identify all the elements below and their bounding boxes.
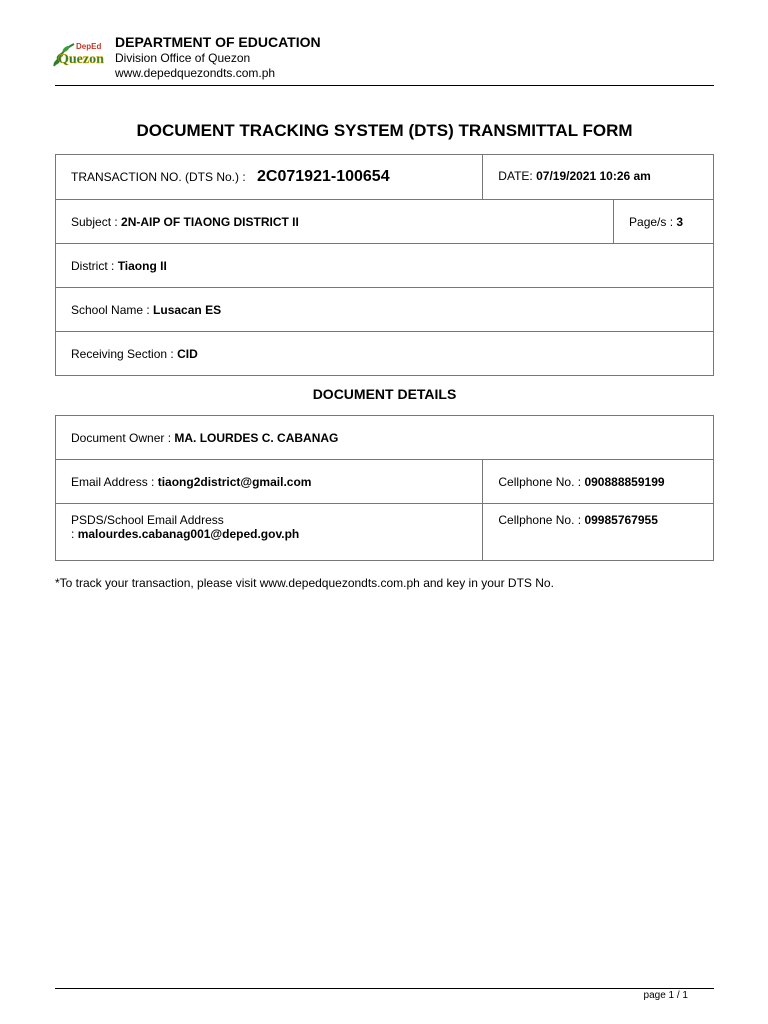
cellphone-label-1: Cellphone No. : (498, 474, 582, 489)
receiving-label: Receiving Section : (71, 346, 174, 361)
cellphone-label-2: Cellphone No. : (498, 513, 582, 527)
psds-email-prefix: : (71, 527, 75, 541)
footer-divider (55, 988, 714, 989)
website-url: www.depedquezondts.com.ph (115, 66, 276, 80)
dts-cell (56, 155, 483, 200)
pages-label: Page/s : (629, 214, 674, 229)
date-cell (483, 155, 714, 200)
division-name: Division Office of Quezon (115, 51, 251, 65)
owner-cell (56, 416, 714, 460)
page-number: page 1 / 1 (643, 990, 688, 1001)
tracking-note: *To track your transaction, please visit www.depedquezondts.com.ph and key in your DTS No. (55, 576, 554, 590)
email-value: tiaong2district@gmail.com (157, 474, 312, 489)
subject-value: 2N-AIP OF TIAONG DISTRICT II (121, 214, 299, 229)
owner-value: MA. LOURDES C. CABANAG (174, 430, 339, 445)
pages-value: 3 (676, 214, 684, 229)
subject-cell (56, 200, 614, 244)
psds-email-label: PSDS/School Email Address (71, 513, 224, 527)
organization-header (115, 34, 321, 81)
deped-quezon-logo (52, 36, 110, 70)
dts-number: 2C071921-100654 (257, 168, 390, 185)
school-cell (56, 288, 714, 332)
subject-label: Subject : (71, 214, 118, 229)
transaction-table (55, 154, 714, 376)
receiving-section-cell (56, 332, 714, 376)
cellphone-cell-2 (483, 504, 714, 561)
psds-email-cell (56, 504, 483, 561)
email-label: Email Address : (71, 474, 155, 489)
cellphone-value-2: 09985767955 (584, 513, 658, 527)
school-label: School Name : (71, 302, 150, 317)
cellphone-value-1: 090888859199 (584, 474, 665, 489)
svg-text:Quezon: Quezon (58, 52, 104, 67)
school-value: Lusacan ES (153, 302, 222, 317)
cellphone-cell-1 (483, 460, 714, 504)
document-details-table (55, 415, 714, 561)
header-divider (55, 85, 714, 86)
department-name: DEPARTMENT OF EDUCATION (115, 34, 321, 50)
email-cell (56, 460, 483, 504)
district-label: District : (71, 258, 115, 273)
date-label: DATE: (498, 169, 533, 183)
psds-email-value: malourdes.cabanag001@deped.gov.ph (77, 527, 300, 541)
owner-label: Document Owner : (71, 430, 172, 445)
date-value: 07/19/2021 10:26 am (536, 169, 651, 183)
dts-label: TRANSACTION NO. (DTS No.) : (71, 170, 246, 184)
svg-text:DepEd: DepEd (76, 42, 102, 51)
form-title: DOCUMENT TRACKING SYSTEM (DTS) TRANSMITTAL FORM (136, 121, 633, 140)
receiving-value: CID (177, 346, 198, 361)
pages-cell (614, 200, 714, 244)
document-details-heading: DOCUMENT DETAILS (312, 386, 457, 402)
district-cell (56, 244, 714, 288)
district-value: Tiaong II (117, 258, 167, 273)
